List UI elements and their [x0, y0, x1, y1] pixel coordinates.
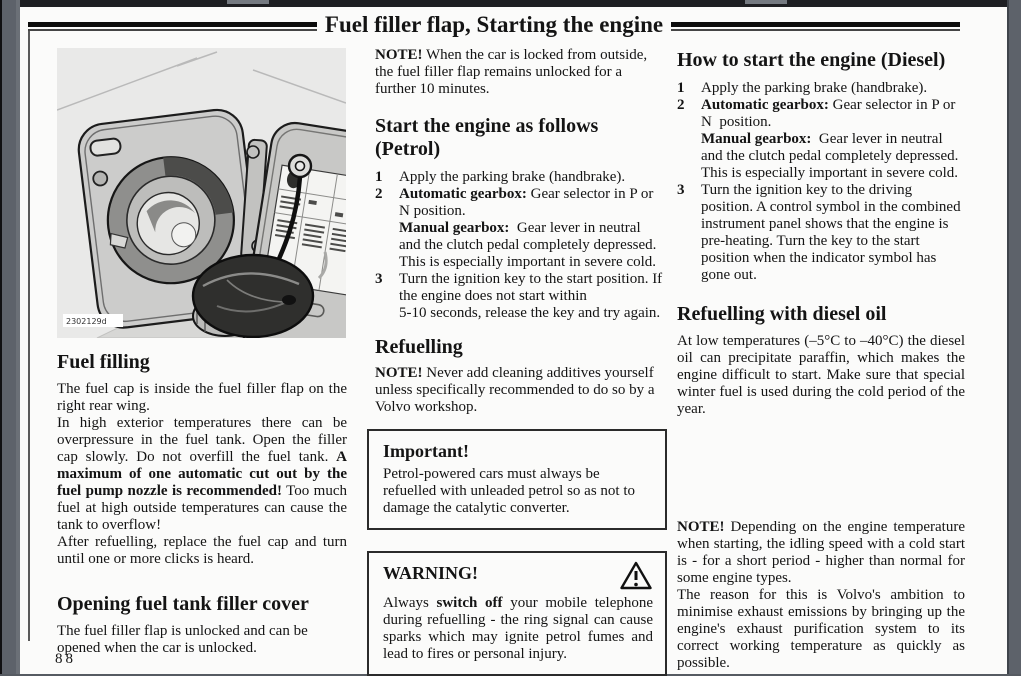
fuel-filler-illustration [57, 48, 346, 338]
heading-fuel-filling: Fuel filling [57, 351, 150, 373]
list-item [375, 186, 663, 271]
fuel-cap [193, 255, 313, 337]
binder-notch [745, 0, 787, 4]
note-fuel-flap [375, 47, 663, 98]
figure-label: 2302129d [66, 317, 107, 326]
item-body [399, 186, 663, 271]
note-idling-speed-2 [677, 587, 965, 672]
manual-page [20, 7, 1007, 674]
text-run: Petrol-powered cars must always be refuelled with unleaded petrol so as not to damage the catalytic converter. [383, 466, 636, 516]
opening-cover-paragraph [57, 623, 347, 657]
column-left [57, 48, 347, 657]
item-number: 3 [677, 182, 685, 198]
fuel-filling-paragraph-3 [57, 534, 347, 568]
note-idling-speed [677, 519, 965, 587]
note-additives [375, 365, 663, 416]
text-run-bold: Manual gearbox: [701, 131, 812, 147]
item-number: 2 [375, 186, 383, 202]
title-rule-left [28, 22, 317, 31]
petrol-start-steps [375, 169, 663, 322]
list-item [677, 97, 965, 182]
item-body [399, 271, 663, 322]
item-body [399, 169, 663, 186]
important-title: Important! [383, 441, 469, 461]
warning-text [383, 595, 653, 663]
fuel-filling-paragraph-2 [57, 415, 347, 534]
warning-box [367, 551, 667, 676]
text-run: Depending on the engine temperature when starting, the idling speed with a cold start is - for a short period - higher than normal for some engine types. [677, 519, 965, 586]
heading-diesel-oil: Refuelling with diesel oil [677, 303, 887, 325]
heading-opening-cover: Opening fuel tank filler cover [57, 593, 309, 615]
item-number: 2 [677, 97, 685, 113]
text-run-bold: Automatic gearbox: [701, 97, 829, 113]
column-right [677, 49, 965, 672]
note-label: NOTE! [375, 47, 423, 63]
list-item [677, 182, 965, 284]
text-run: Gear lever in neutral and the clutch pedal completely depressed. This is especially important in severe cold. [701, 131, 959, 181]
content-border-left [28, 31, 30, 641]
heading-refuelling: Refuelling [375, 336, 463, 358]
fuel-filling-paragraph-1 [57, 381, 347, 415]
item-number: 1 [677, 80, 685, 96]
text-run: The fuel filler flap is unlocked and can be opened when the car is unlocked. [57, 623, 308, 656]
text-run-bold: Automatic gearbox: [399, 186, 527, 202]
photo-left-edge [0, 0, 20, 674]
list-item [375, 169, 663, 186]
photo-top-edge [0, 0, 1021, 7]
diesel-start-steps [677, 80, 965, 284]
item-body [701, 182, 965, 284]
item-number: 1 [375, 169, 383, 185]
list-item [677, 80, 965, 97]
text-run: 5-10 seconds, release the key and try again. [399, 305, 661, 321]
heading-start-diesel: How to start the engine (Diesel) [677, 49, 946, 71]
important-box [367, 429, 667, 530]
text-run: After refuelling, replace the fuel cap and turn until one or more clicks is heard. [57, 534, 347, 567]
title-rule-right [671, 22, 960, 31]
list-item [375, 271, 663, 322]
item-body [701, 97, 965, 182]
text-run: Never add cleaning additives yourself unless specifically recommended to do so by a Volvo workshop. [375, 365, 655, 415]
text-run: Apply the parking brake (handbrake). [701, 80, 928, 96]
text-run: Gear lever in neutral and the clutch pedal completely depressed. This is especially important in severe cold. [399, 220, 657, 270]
text-run-bold: switch off [436, 595, 503, 611]
text-run: The fuel cap is inside the fuel filler flap on the right rear wing. [57, 381, 347, 414]
text-run: Apply the parking brake (handbrake). [399, 169, 626, 185]
important-text [383, 466, 653, 517]
text-run: Turn the ignition key to the start position. If the engine does not start within [399, 271, 663, 304]
binder-notch [227, 0, 269, 4]
note-label: NOTE! [677, 519, 725, 535]
text-run-bold: A maximum of one automatic cut out by the fuel pump nozzle is recommended! [57, 449, 347, 499]
page-header [28, 12, 960, 38]
text-run: Always [383, 595, 437, 611]
text-run-bold: Manual gearbox: [399, 220, 510, 236]
text-run: At low temperatures (–5°C to –40°C) the diesel oil can precipitate paraffin, which makes the engine difficult to start. Make sure that special winter fuel is used during the cold period of the year. [677, 333, 965, 417]
text-run: Gear selector in P or N position. [399, 186, 654, 219]
text-run: When the car is locked from outside, the fuel filler flap remains unlocked for a further 10 minutes. [375, 47, 648, 97]
text-run: Gear selector in P or N position. [701, 97, 956, 130]
warning-triangle-icon [619, 560, 653, 591]
text-run: In high exterior temperatures there can be overpressure in the fuel tank. Open the filler cap slowly. Do not overfill the fuel tank. [57, 415, 347, 465]
page-title: Fuel filler flap, Starting the engine [324, 12, 664, 37]
text-run: The reason for this is Volvo's ambition to minimise exhaust emissions by bringing up the engine's exhaust purification system to its correct working temperature as quickly as possible. [677, 587, 965, 671]
item-body [701, 80, 965, 97]
page-number: 88 [55, 651, 76, 667]
text-run: your mobile telephone during refuelling - the ring signal can cause sparks which may ignite petrol fumes and lead to fires or personal injury. [383, 595, 654, 662]
diesel-oil-paragraph [677, 333, 965, 418]
warning-title: WARNING! [383, 563, 479, 583]
warning-header [383, 562, 653, 591]
text-run: Turn the ignition key to the driving position. A control symbol in the combined instrument panel shows that the engine is pre-heating. Turn the key to the start position when the indicator symbol has gone out. [701, 182, 961, 283]
heading-start-petrol: Start the engine as follows (Petrol) [375, 115, 599, 160]
column-middle [375, 47, 663, 676]
photo-right-edge [1007, 0, 1021, 674]
note-label: NOTE! [375, 365, 423, 381]
item-number: 3 [375, 271, 383, 287]
text-run: Too much fuel at high outside temperatures can cause the tank to overflow! [57, 483, 347, 533]
